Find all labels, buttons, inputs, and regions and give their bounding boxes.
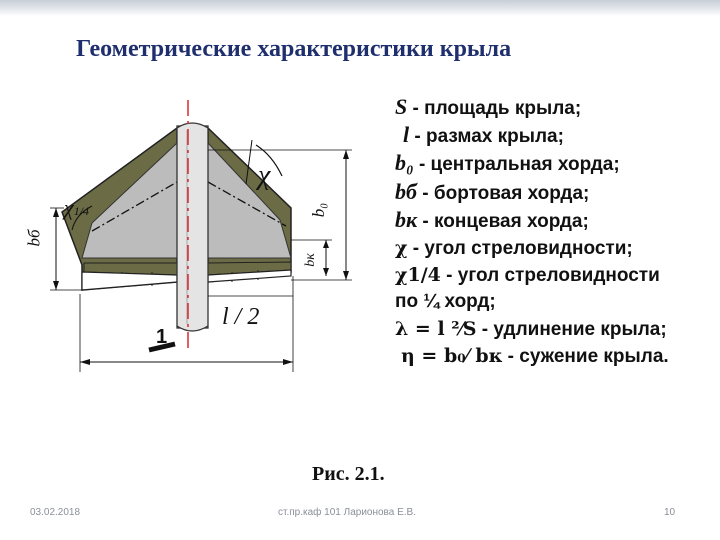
b-root-label: b₀	[309, 202, 329, 218]
footer-author: ст.пр.каф 101 Ларионова Е.В.	[278, 507, 416, 518]
legend-item-quarter-sweep: χ1/4 - угол стреловидности	[395, 264, 660, 287]
figure-caption: Рис. 2.1.	[312, 463, 385, 485]
legend-item-root-chord: b₀ - центральная хорда;	[395, 150, 620, 176]
legend-item-area: S - площадь крыла;	[395, 94, 582, 119]
legend-item-tip-chord: bк - концевая хорда;	[395, 206, 589, 232]
footer-page-number: 10	[664, 507, 676, 518]
chi-quarter-symbol: χ	[64, 195, 74, 220]
legend-item-taper: η = b₀⁄ bк - сужение крыла.	[401, 344, 669, 367]
legend-item-span: l - размах крыла;	[403, 122, 564, 148]
slide-title: Геометрические характеристики крыла	[76, 36, 512, 62]
b-side-label: bб	[24, 229, 44, 247]
legend-item-aspect-ratio: λ = l ²⁄S - удлинение крыла;	[395, 317, 667, 340]
chi-label: χ	[258, 160, 271, 191]
half-span-label: l / 2	[222, 304, 260, 330]
b-tip-label: bк	[302, 253, 318, 267]
chi-quarter-sub: 1/4	[73, 204, 90, 218]
footer-date: 03.02.2018	[30, 507, 81, 518]
fuselage	[177, 126, 208, 328]
chi-quarter-label	[64, 195, 89, 221]
legend-item-side-chord: bб - бортовая хорда;	[395, 178, 590, 204]
section-label: 1	[156, 326, 168, 348]
legend-item-sweep: χ - угол стреловидности;	[395, 237, 633, 260]
legend-item-quarter-sweep-cont: по ¼ хорд;	[395, 291, 496, 313]
symbol-legend	[395, 94, 715, 370]
